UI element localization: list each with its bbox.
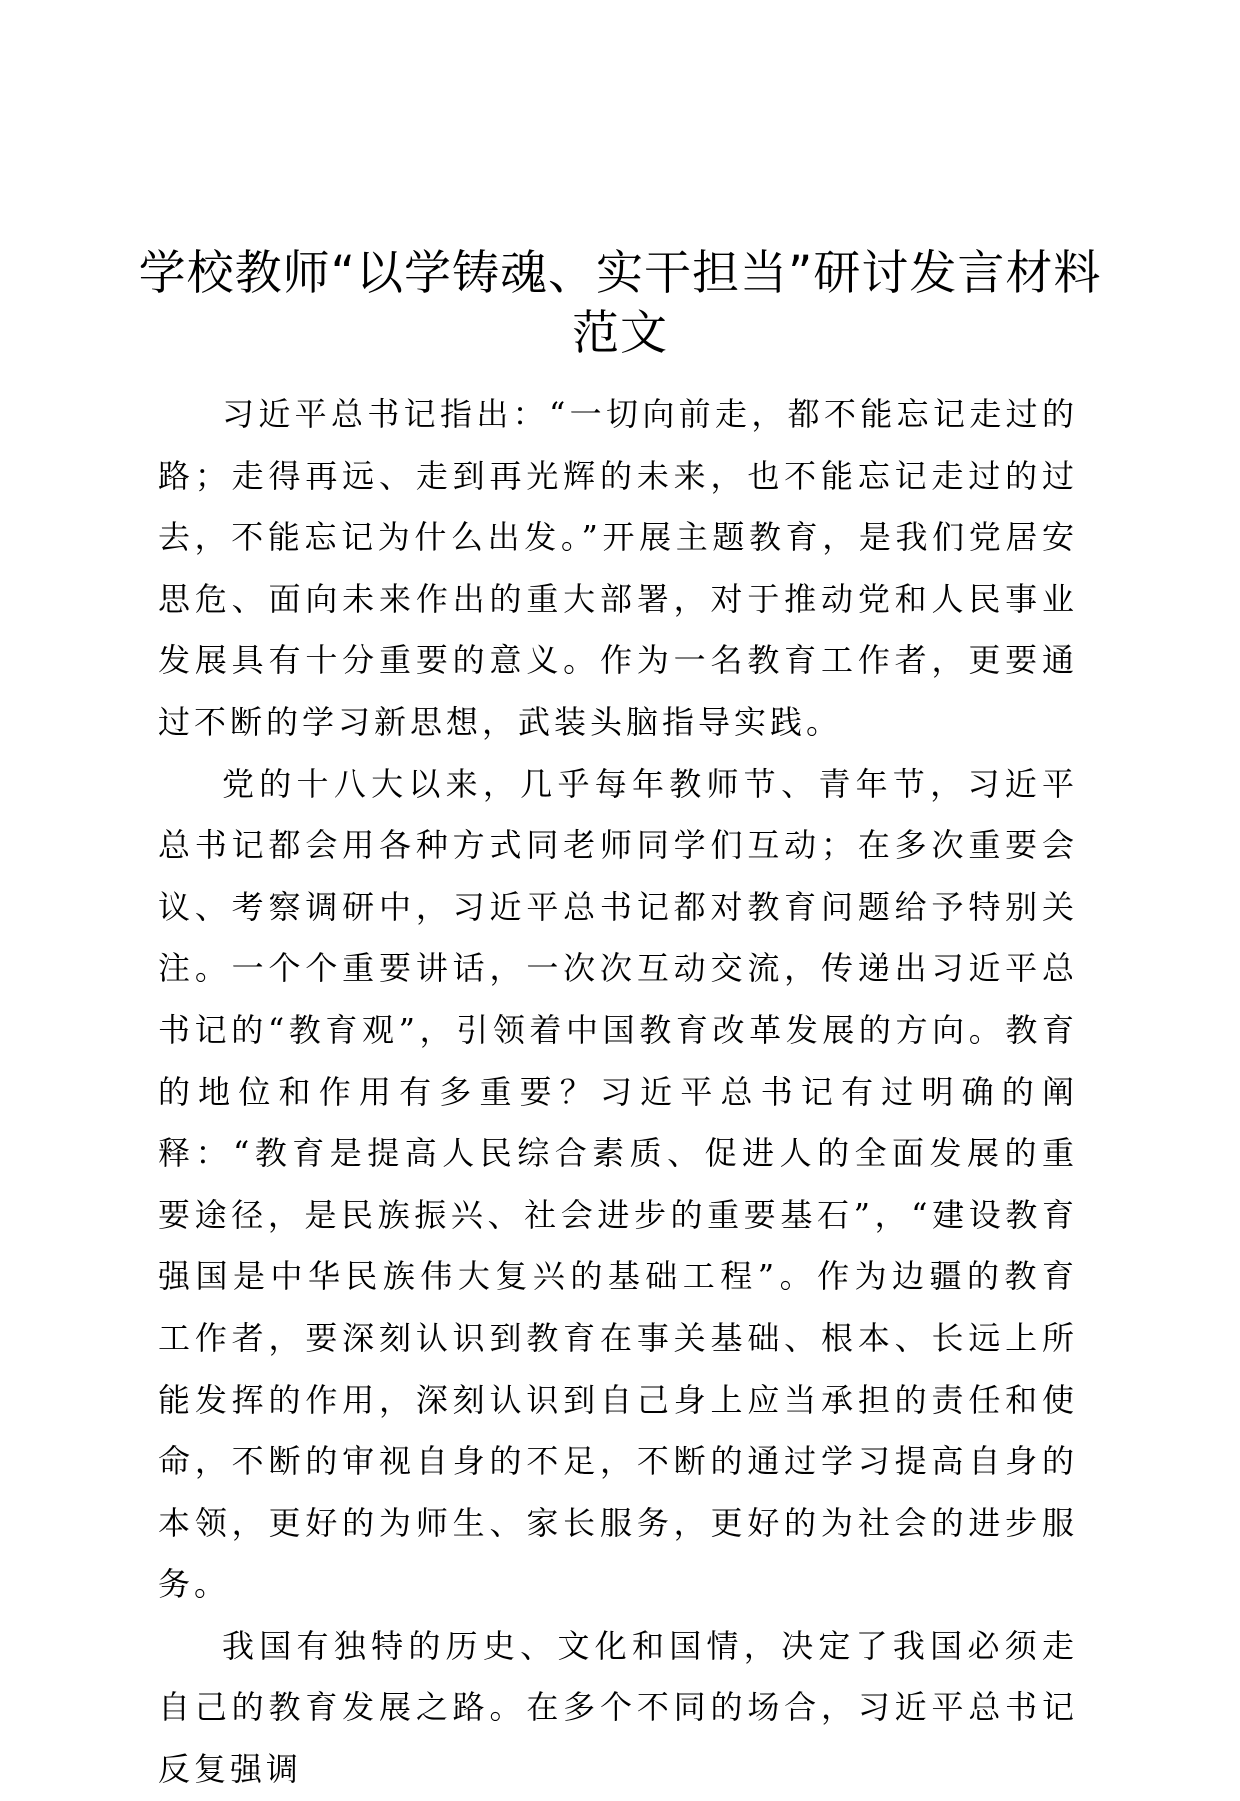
document-body (158, 384, 1078, 1801)
paragraph: 习近平总书记指出：“一切向前走，都不能忘记走过的路；走得再远、走到再光辉的未来，也不能忘记走过的过去，不能忘记为什么出发。”开展主题教育，是我们党居安思危、面向未来作出的重大部署，对于推动党和人民事业发展具有十分重要的意义。作为一名教育工作者，更要通过不断的学习新思想，武装头脑指导实践。 (158, 395, 1078, 741)
document-title: 学校教师“以学铸魂、实干担当”研讨发言材料范文 (138, 246, 1102, 361)
paragraph: 党的十八大以来，几乎每年教师节、青年节，习近平总书记都会用各种方式同老师同学们互动；在多次重要会议、考察调研中，习近平总书记都对教育问题给予特别关注。一个个重要讲话，一次次互动交流，传递出习近平总书记的“教育观”，引领着中国教育改革发展的方向。教育的地位和作用有多重要？习近平总书记有过明确的阐释：“教育是提高人民综合素质、促进人的全面发展的重要途径，是民族振兴、社会进步的重要基石”，“建设教育强国是中华民族伟大复兴的基础工程”。作为边疆的教育工作者，要深刻认识到教育在事关基础、根本、长远上所能发挥的作用，深刻认识到自己身上应当承担的责任和使命，不断的审视自身的不足，不断的通过学习提高自身的本领，更好的为师生、家长服务，更好的为社会的进步服务。 (158, 764, 1078, 1604)
paragraph: 我国有独特的历史、文化和国情，决定了我国必须走自己的教育发展之路。在多个不同的场合，习近平总书记反复强调 (158, 1626, 1078, 1789)
